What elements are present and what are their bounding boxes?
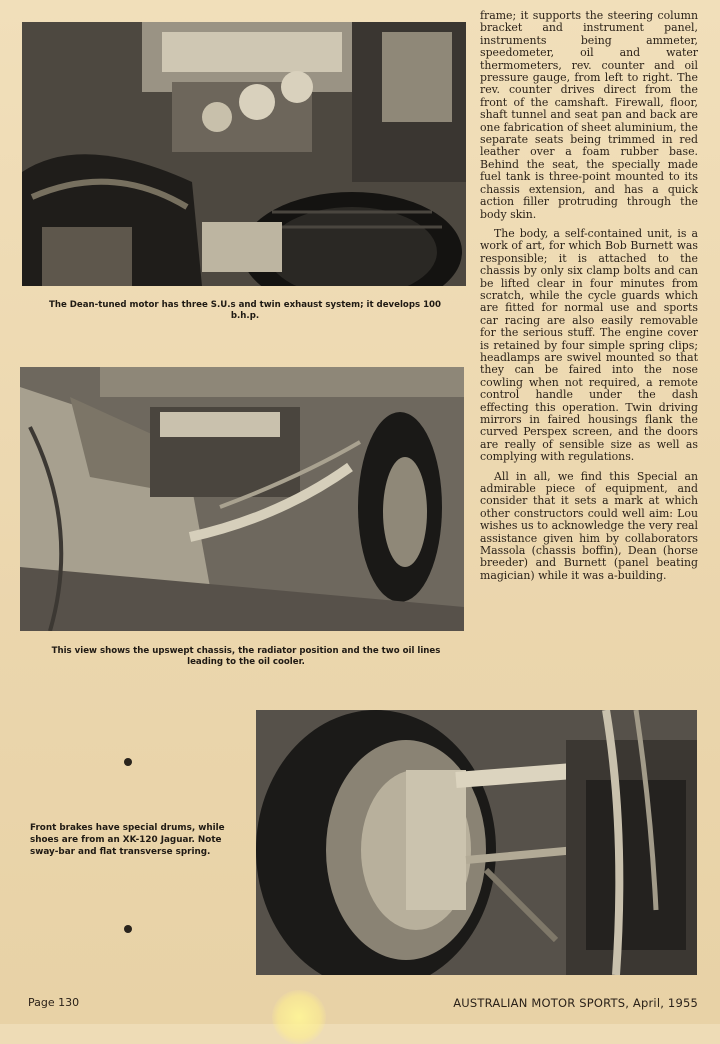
article-text-column bbox=[480, 10, 698, 589]
engine-bay-photo bbox=[22, 22, 466, 286]
brakes-photo-caption: Front brakes have special drums, while shoes are from an XK-120 Jaguar. Note sway-bar and flat transverse spring. bbox=[30, 823, 225, 857]
article-paragraph: frame; it supports the steering column bracket and instrument panel, instruments being ammeter, speedometer, oil and water thermometers, rev. counter and oil pressure gauge, from left to right. The rev. counter drives direct from the front of the camshaft. Firewall, floor, shaft tunnel and seat pan and back are one fabrication of sheet aluminium, the separate seats being trimmed in red leather over a foam rubber base. Behind the seat, the specially made fuel tank is three-point mounted to its chassis extension, and has a quick action filler protruding through the body skin. bbox=[480, 9, 698, 221]
highlight-stain bbox=[272, 990, 326, 1044]
page-number: Page 130 bbox=[28, 996, 80, 1009]
magazine-footer: AUSTRALIAN MOTOR SPORTS, April, 1955 bbox=[453, 996, 698, 1010]
chassis-photo-caption: This view shows the upswept chassis, the radiator position and the two oil lines leading to the oil cooler. bbox=[51, 646, 441, 667]
article-paragraph: The body, a self-contained unit, is a work of art, for which Bob Burnett was responsible; it is attached to the chassis by only six clamp bolts and can be lifted clear in four minutes from scratch, while the cycle guards which are fitted for normal use and sports car racing are also easily removable for the serious stuff. The engine cover is retained by four simple spring clips; headlamps are swivel mounted so that they can be faired into the nose cowling when not required, a remote control handle under the dash effecting this operation. Twin driving mirrors in faired housings flank the curved Perspex screen, and the doors are really of sensible size as well as complying with regulations. bbox=[480, 226, 698, 464]
front-brakes-photo bbox=[256, 710, 697, 975]
article-paragraph: All in all, we find this Special an admirable piece of equipment, and consider that it sets a mark at which other constructors could well aim: Lou wishes us to acknowledge the very real assistance given him by collaborators Massola (chassis boffin), Dean (horse breeder) and Burnett (panel beating magician) while it was a-building. bbox=[480, 469, 698, 582]
chassis-photo bbox=[20, 367, 464, 631]
bullet-dot-bottom bbox=[124, 925, 132, 933]
engine-photo-caption: The Dean-tuned motor has three S.U.s and twin exhaust system; it develops 100 b.h.p. bbox=[48, 300, 442, 321]
bullet-dot-top bbox=[124, 758, 132, 766]
